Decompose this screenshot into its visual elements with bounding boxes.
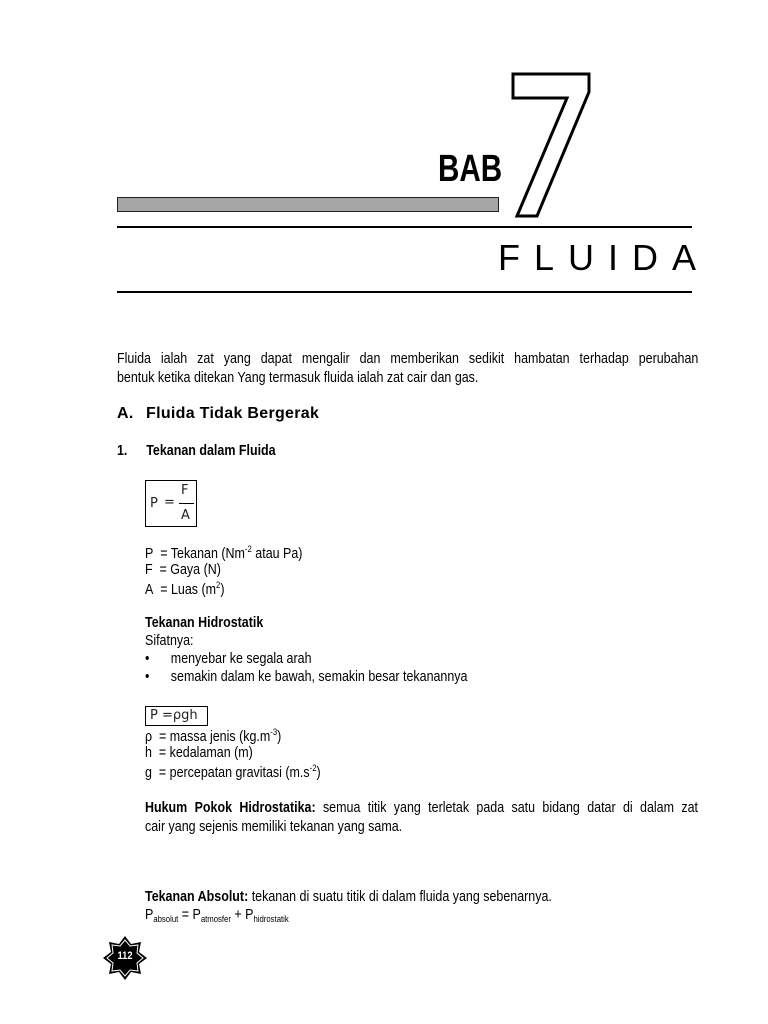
variable-description: = Tekanan (Nm xyxy=(160,546,245,562)
list-item-text: semakin dalam ke bawah, semakin besar tekanannya xyxy=(170,669,468,685)
hukum-pokok-paragraph xyxy=(145,799,698,837)
list-item-text: menyebar ke segala arah xyxy=(170,651,312,667)
formula-pressure xyxy=(145,480,197,527)
header-rule-top xyxy=(117,226,692,228)
variable-description: = massa jenis (kg.m xyxy=(159,729,271,745)
chapter-label: BAB xyxy=(438,148,503,190)
variable-symbol: F xyxy=(145,562,153,578)
subsection-heading xyxy=(117,443,276,459)
variable-superscript: -2 xyxy=(309,763,317,773)
header-rule-bottom xyxy=(117,291,692,293)
intro-line-2: bentuk ketika ditekan Yang termasuk fluida ialah zat cair dan gas. xyxy=(117,370,479,386)
variable-row xyxy=(145,544,302,562)
variable-row xyxy=(145,727,281,745)
formula-numerator: F xyxy=(181,483,189,498)
tekanan-absolut-definition xyxy=(145,889,552,905)
tekanan-absolut-text: tekanan di suatu titik di dalam fluida yang sebenarnya. xyxy=(248,889,552,905)
page-number: 112 xyxy=(117,950,133,962)
formula-hydrostatic-text: P =ρgh xyxy=(150,708,198,723)
intro-line-1: Fluida ialah zat yang dapat mengalir dan memberikan sedikit hambatan terhadap perubahan xyxy=(117,351,699,367)
formula-denominator: A xyxy=(181,508,190,523)
bullet-icon: • xyxy=(145,651,150,667)
variable-description-end: atau Pa) xyxy=(251,546,303,562)
variable-description: = percepatan gravitasi (m.s xyxy=(158,765,310,781)
variable-superscript: -3 xyxy=(270,727,278,737)
variable-symbol: h xyxy=(145,745,152,761)
hukum-pokok-label: Hukum Pokok Hidrostatika: xyxy=(145,800,316,816)
subscript: hidrostatik xyxy=(253,914,289,924)
hukum-pokok-line-1 xyxy=(145,799,698,818)
tekanan-absolut-label: Tekanan Absolut: xyxy=(145,889,249,905)
variable-symbol: g xyxy=(145,765,152,781)
variable-description: = Gaya (N) xyxy=(159,562,221,578)
chapter-number-text: 7 xyxy=(497,68,498,69)
variable-row xyxy=(145,580,225,598)
section-letter: A. xyxy=(117,405,134,422)
hukum-pokok-line-2: cair yang sejenis memiliki tekanan yang sama. xyxy=(145,819,403,835)
subscript: atmosfer xyxy=(200,914,231,924)
page-number-badge xyxy=(102,935,148,981)
tekanan-absolut-formula: $P_{absolut} = P_{atmosfer} + P_{hidrostatik}$ xyxy=(145,907,289,924)
intro-paragraph xyxy=(117,350,698,388)
chapter-number-outline xyxy=(497,68,607,228)
subsection-title: Tekanan dalam Fluida xyxy=(146,443,276,459)
list-item xyxy=(145,651,312,667)
variable-superscript: -2 xyxy=(244,544,252,554)
bullet-icon: • xyxy=(145,669,150,685)
header-gray-bar xyxy=(117,197,499,212)
list-item xyxy=(145,669,467,685)
hydrostatic-title: Tekanan Hidrostatik xyxy=(145,615,264,631)
variable-description: = kedalaman (m) xyxy=(158,745,253,761)
hukum-pokok-text: semua titik yang terletak pada satu bidang datar di dalam zat xyxy=(315,800,698,816)
subscript: absolut xyxy=(153,914,179,924)
hydrostatic-properties-label: Sifatnya: xyxy=(145,633,194,649)
formula-equals: = xyxy=(164,495,175,510)
subsection-number: 1. xyxy=(117,443,128,459)
variable-row xyxy=(145,763,321,781)
fraction-bar xyxy=(179,503,194,504)
variable-description-end: ) xyxy=(316,765,321,781)
formula-lhs: P xyxy=(150,496,158,511)
section-title: Fluida Tidak Bergerak xyxy=(146,405,320,422)
chapter-title: FLUIDA xyxy=(498,237,711,278)
variable-superscript: 2 xyxy=(216,580,221,590)
variable-description-end: ) xyxy=(220,582,225,598)
variable-symbol: ρ xyxy=(145,729,153,745)
formula-hydrostatic xyxy=(145,706,208,726)
section-heading xyxy=(117,405,319,423)
variable-description: = Luas (m xyxy=(160,582,217,598)
variable-description-end: ) xyxy=(277,729,282,745)
variable-row xyxy=(145,562,221,578)
variable-row xyxy=(145,745,253,761)
variable-symbol: A xyxy=(145,582,154,598)
variable-symbol: P xyxy=(145,546,154,562)
